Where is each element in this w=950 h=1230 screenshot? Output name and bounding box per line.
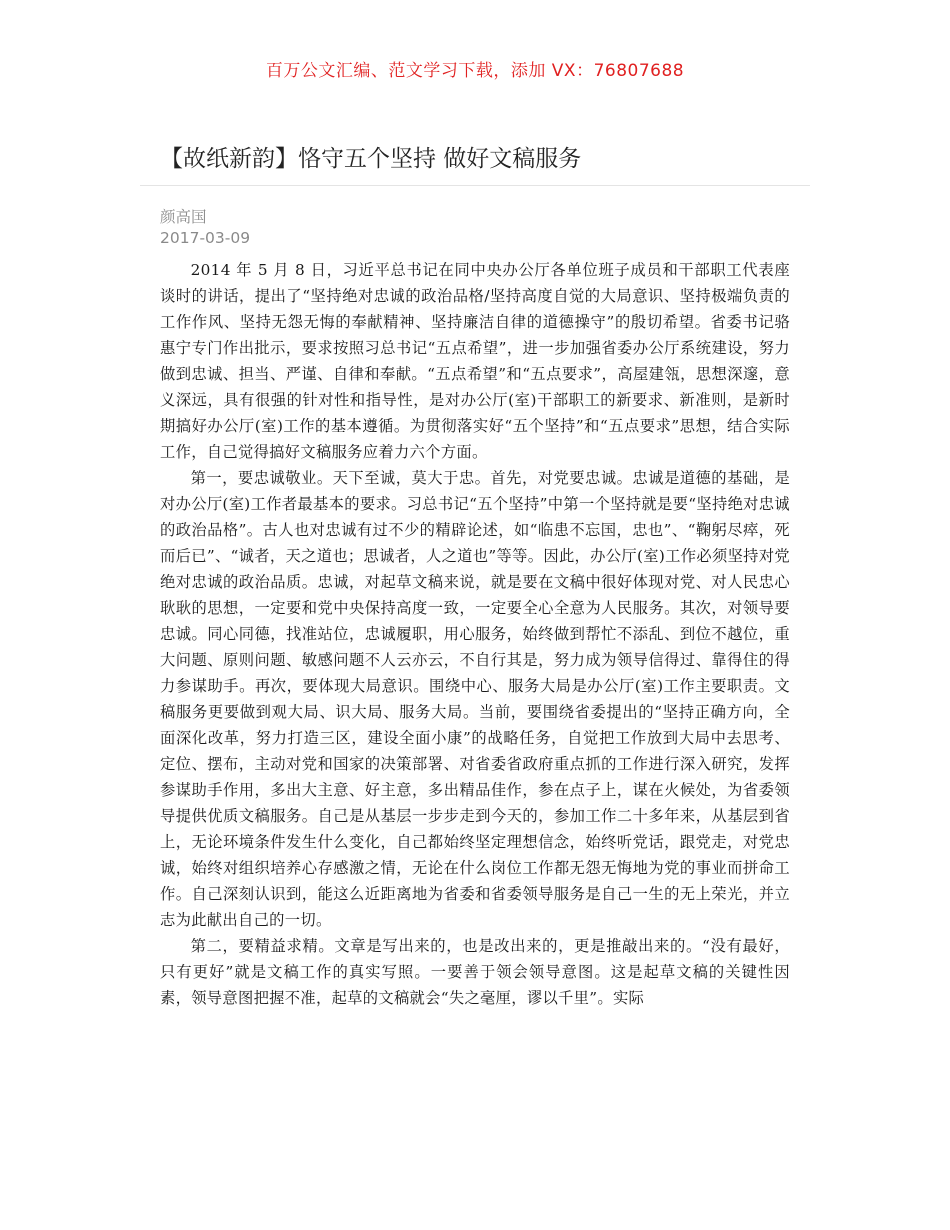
article-date: 2017-03-09 [160,229,251,247]
promo-banner: 百万公文汇编、范文学习下载，添加 VX：76807688 [265,61,685,81]
article-title: 【故纸新韵】恪守五个坚持 做好文稿服务 [160,146,582,172]
article-author: 颜高国 [160,208,207,226]
paragraph: 第一，要忠诚敬业。天下至诚，莫大于忠。首先，对党要忠诚。忠诚是道德的基础，是对办公厅(室)工作者最基本的要求。习总书记“五个坚持”中第一个坚持就是要“坚持绝对忠诚的政治品格”。古人也对忠诚有过不少的精辟论述，如“临患不忘国，忠也”、“鞠躬尽瘁，死而后已”、“诚者，天之道也；思诚者，人之道也”等等。因此，办公厅(室)工作必须坚持对党绝对忠诚的政治品质。忠诚，对起草文稿来说，就是要在文稿中很好体现对党、对人民忠心耿耿的思想，一定要和党中央保持高度一致，一定要全心全意为人民服务。其次，对领导要忠诚。同心同德，找准站位，忠诚履职，用心服务，始终做到帮忙不添乱、到位不越位，重大问题、原则问题、敏感问题不人云亦云，不自行其是，努力成为领导信得过、靠得住的得力参谋助手。再次，要体现大局意识。围绕中心、服务大局是办公厅(室)工作主要职责。文稿服务更要做到观大局、识大局、服务大局。当前，要围绕省委提出的“坚持正确方向，全面深化改革，努力打造三区，建设全面小康”的战略任务，自觉把工作放到大局中去思考、定位、摆布，主动对党和国家的决策部署、对省委省政府重点抓的工作进行深入研究，发挥参谋助手作用，多出大主意、好主意，多出精品佳作，参在点子上，谋在火候处，为省委领导提供优质文稿服务。自己是从基层一步步走到今天的，参加工作二十多年来，从基层到省上，无论环境条件发生什么变化，自己都始终坚定理想信念，始终听党话，跟党走，对党忠诚，始终对组织培养心存感激之情，无论在什么岗位工作都无怨无悔地为党的事业而拼命工作。自己深刻认识到，能这么近距离地为省委和省委领导服务是自己一生的无上荣光，并立志为此献出自己的一切。 [160,469,790,929]
title-divider [140,185,810,186]
article-body [160,257,790,1011]
paragraph: 第二，要精益求精。文章是写出来的，也是改出来的，更是推敲出来的。“没有最好，只有更好”就是文稿工作的真实写照。一要善于领会领导意图。这是起草文稿的关键性因素，领导意图把握不准，起草的文稿就会“失之毫厘，谬以千里”。实际 [160,937,790,1007]
paragraph: 2014 年 5 月 8 日，习近平总书记在同中央办公厅各单位班子成员和干部职工代表座谈时的讲话，提出了“坚持绝对忠诚的政治品格/坚持高度自觉的大局意识、坚持极端负责的工作作风、坚持无怨无悔的奉献精神、坚持廉洁自律的道德操守”的殷切希望。省委书记骆惠宁专门作出批示，要求按照习总书记“五点希望”，进一步加强省委办公厅系统建设，努力做到忠诚、担当、严谨、自律和奉献。“五点希望”和“五点要求”，高屋建瓴，思想深邃，意义深远，具有很强的针对性和指导性，是对办公厅(室)干部职工的新要求、新准则，是新时期搞好办公厅(室)工作的基本遵循。为贯彻落实好“五个坚持”和“五点要求”思想，结合实际工作，自己觉得搞好文稿服务应着力六个方面。 [160,261,790,461]
